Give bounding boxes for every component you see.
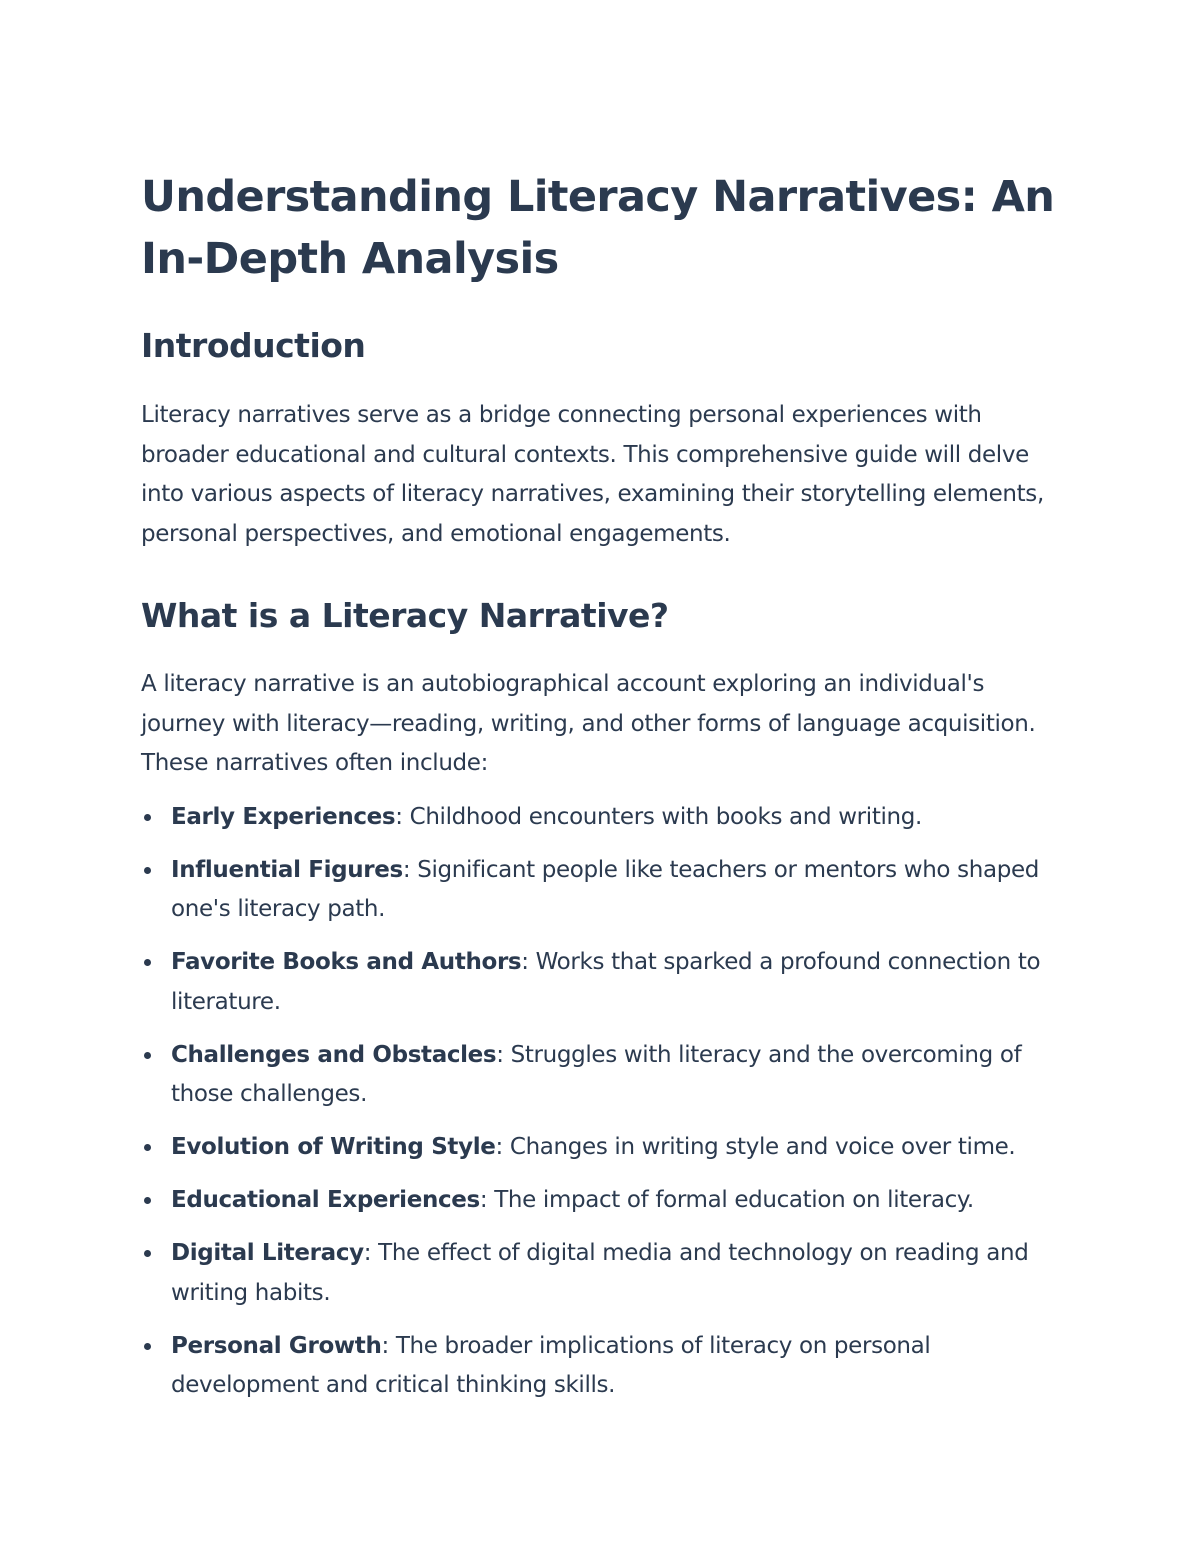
list-item-term: Challenges and Obstacles	[171, 1041, 497, 1068]
list-item	[141, 1181, 1071, 1221]
introduction-paragraph: Literacy narratives serve as a bridge connecting personal experiences with broader educational and cultural contexts. This comprehensive guide will delve into various aspects of literacy narratives, examining their storytelling elements, personal perspectives, and emotional engagements.	[141, 402, 1044, 547]
document-title: Understanding Literacy Narratives: An In-Depth Analysis	[141, 172, 1055, 284]
list-item-term: Personal Growth	[171, 1332, 382, 1359]
list-item-term: Influential Figures	[171, 856, 403, 883]
bullet-icon	[144, 1144, 151, 1151]
list-item-text: : The impact of formal education on literacy.	[479, 1187, 974, 1213]
list-item-text: : Childhood encounters with books and writing.	[395, 803, 922, 830]
list-item	[141, 943, 1071, 1022]
list-item-term: Early Experiences	[171, 803, 396, 830]
bullet-icon	[144, 959, 151, 966]
bullet-icon	[144, 1197, 151, 1204]
elements-list	[141, 798, 1071, 1406]
list-item	[141, 1036, 1071, 1115]
list-item-text: : The effect of digital media and technology on reading and writing habits.	[171, 1240, 1029, 1306]
bullet-icon	[144, 867, 151, 874]
list-item-text: : The broader implications of literacy on personal development and critical thinking skills.	[171, 1332, 931, 1398]
list-item	[141, 851, 1071, 930]
list-item	[141, 1327, 1071, 1406]
list-item	[141, 1234, 1071, 1313]
list-item-text: : Works that sparked a profound connection to literature.	[171, 949, 1041, 1015]
bullet-icon	[144, 1343, 151, 1350]
list-item-text: : Changes in writing style and voice over time.	[495, 1134, 1016, 1160]
list-item-term: Digital Literacy	[171, 1240, 364, 1266]
list-item-text: : Significant people like teachers or mentors who shaped one's literacy path.	[171, 856, 1040, 922]
list-item	[141, 1128, 1071, 1168]
bullet-icon	[144, 1052, 151, 1059]
section-heading-what-is: What is a Literacy Narrative?	[141, 596, 669, 635]
document-content	[141, 166, 1071, 1419]
list-item-text: : Struggles with literacy and the overcoming of those challenges.	[171, 1041, 1022, 1107]
list-item-term: Evolution of Writing Style	[171, 1134, 496, 1160]
list-item	[141, 798, 1071, 838]
definition-paragraph: A literacy narrative is an autobiographical account exploring an individual's journey with literacy—reading, writing, and other forms of language acquisition. These narratives often include:	[141, 671, 1036, 776]
list-item-term: Educational Experiences	[171, 1187, 480, 1213]
section-heading-introduction: Introduction	[141, 326, 366, 365]
bullet-icon	[144, 1250, 151, 1257]
bullet-icon	[144, 814, 151, 821]
list-item-term: Favorite Books and Authors	[171, 949, 522, 975]
